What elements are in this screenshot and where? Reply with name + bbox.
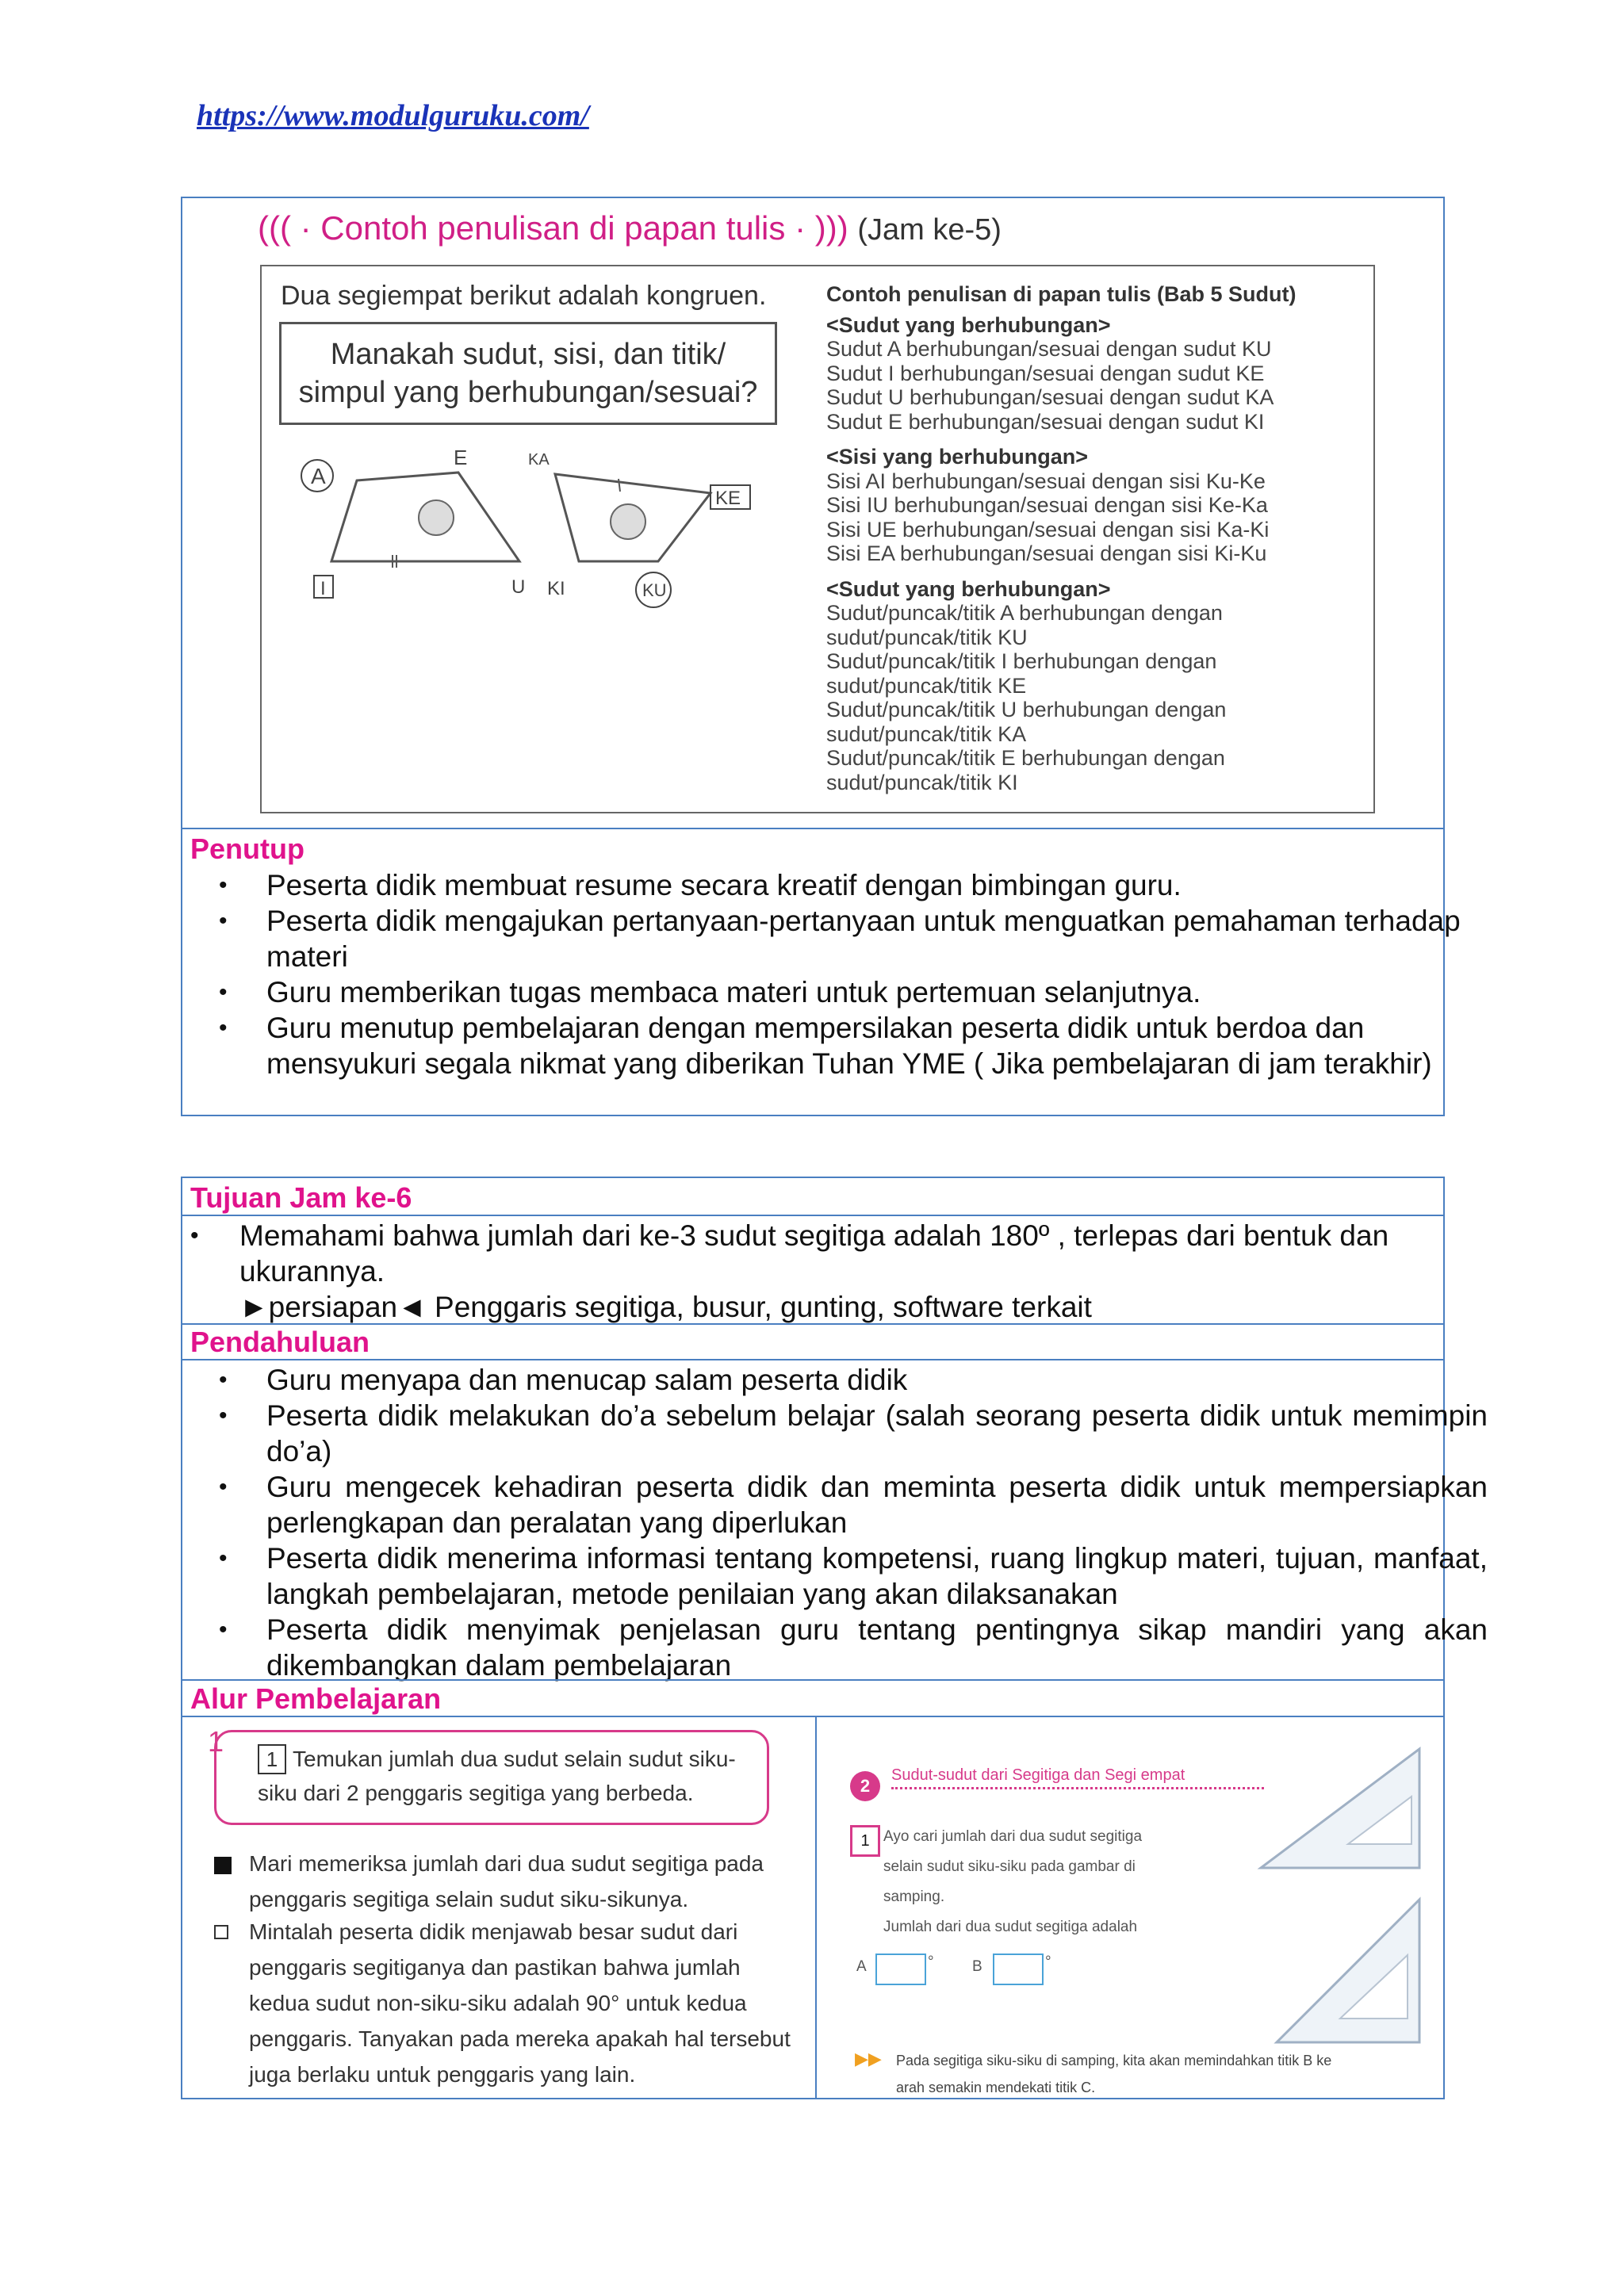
list-item: • Guru mengecek kehadiran peserta didik dan meminta peserta didik untuk mempersiapkan perlengkapan dan peralatan yang diperlukan (266, 1469, 1488, 1540)
task-box: 1 Temukan jumlah dua sudut selain sudut siku-siku dari 2 penggaris segitiga yang berbeda. (214, 1730, 769, 1825)
quadrilateral-diagram (285, 442, 777, 617)
tujuan-item: • Memahami bahwa jumlah dari ke-3 sudut segitiga adalah 180º , terlepas dari bentuk dan ukurannya. ►persiapan◄ Penggaris segitiga, busur, gunting, software terkait (190, 1219, 1389, 1323)
list-item: • Guru menutup pembelajaran dengan mempersilakan peserta didik untuk berdoa dan mensyukuri segala nikmat yang diberikan Tuhan YME ( Jika pembelajaran di jam terakhir) (266, 1010, 1488, 1081)
label-U: U (511, 576, 526, 598)
list-item: • Peserta didik mengajukan pertanyaan-pertanyaan untuk menguatkan pemahaman terhadap materi (266, 903, 1488, 974)
degree-b: ° (1045, 1954, 1051, 1970)
jam6-box (181, 1177, 1488, 2099)
pendahuluan-list (190, 1362, 1488, 1683)
label-KE: KE (715, 488, 741, 509)
alur-heading: Alur Pembelajaran (190, 1682, 442, 1715)
penutup-heading: Penutup (190, 832, 304, 865)
task-number: 1 (208, 1725, 224, 1758)
list-item: • Guru menyapa dan menucap salam peserta didik (266, 1362, 1488, 1398)
empty-square-icon (214, 1925, 228, 1939)
answer-b-input[interactable] (993, 1954, 1044, 1985)
label-KA: KA (528, 451, 550, 469)
list-item: • Peserta didik membuat resume secara kreatif dengan bimbingan guru. (266, 867, 1488, 903)
task-box-number: 1 (258, 1744, 286, 1774)
header-url-link[interactable]: https://www.modulguruku.com/ (197, 99, 589, 132)
note-1: Mari memeriksa jumlah dari dua sudut segitiga pada penggaris segitiga selain sudut siku-sikunya. (249, 1851, 764, 1911)
set-square-illustration (1245, 1741, 1435, 2058)
pendahuluan-heading: Pendahuluan (190, 1326, 370, 1358)
list-item: • Peserta didik menerima informasi tentang kompetensi, ruang lingkup materi, tujuan, manfaat, langkah pembelajaran, metode penilaian yang akan dilaksanakan (266, 1540, 1488, 1612)
section-badge: 2 (850, 1771, 880, 1801)
answer-b-label: B (972, 1958, 982, 1975)
board-right-column: Contoh penulisan di papan tulis (Bab 5 Sudut) <Sudut yang berhubungan> Sudut A berhubungan/sesuai dengan sudut KU Sudut I berhubungan/sesuai dengan sudut KE Sudut U berhubungan/sesuai dengan sudut KA Sudut E berhubungan/sesuai dengan sudut KI <Sisi yang berhubungan> Sisi AI berhubungan/sesuai dengan sisi Ku-Ke Sisi IU berhubungan/sesuai dengan sisi Ke-Ka Sisi UE berhubungan/sesuai dengan sisi Ka-Ki Sisi EA berhubungan/sesuai dengan sisi Ki-Ku <Sudut yang berhubungan> Sudut/puncak/titik A berhubungan dengan sudut/puncak/titik KU Sudut/puncak/titik I berhubungan dengan sudut/puncak/titik KE Sudut/puncak/titik U berhubungan dengan sudut/puncak/titik KA Sudut/puncak/titik E berhubungan dengan sudut/puncak/titik KI (826, 282, 1297, 794)
arrow-icon: ▶▶ (855, 2049, 882, 2068)
sound-right-icon: · ))) (795, 209, 848, 247)
penutup-list (190, 867, 1488, 1081)
sound-left-icon: ((( · (258, 209, 312, 247)
footnote: Pada segitiga siku-siku di samping, kita akan memindahkan titik B ke arah semakin mendekati titik C. (896, 2053, 1332, 2095)
board-and-closing-box (181, 197, 1461, 1116)
label-A: A (311, 464, 326, 488)
answer-a-input[interactable] (875, 1954, 926, 1985)
note-2: Mintalah peserta didik menjawab besar sudut dari penggaris segitiganya dan pastikan bahwa jumlah kedua sudut non-siku-siku adalah 90° untuk kedua penggaris. Tanyakan pada mereka apakah hal tersebut juga berlaku untuk penggaris yang lain. (249, 1919, 791, 2087)
label-I: I (320, 578, 326, 599)
board-left-title: Dua segiempat berikut adalah kongruen. (281, 281, 767, 311)
degree-a: ° (928, 1954, 934, 1970)
black-square-icon (214, 1857, 232, 1874)
list-item: • Peserta didik melakukan do’a sebelum belajar (salah seorang peserta didik untuk memimpin do’a) (266, 1398, 1488, 1469)
board-figure (260, 265, 1375, 813)
label-KI: KI (547, 578, 565, 599)
answer-a-label: A (856, 1958, 867, 1975)
right-task-number: 1 (850, 1825, 880, 1857)
alur-left-panel (182, 1717, 815, 2098)
right-task-text: Ayo cari jumlah dari dua sudut segitiga selain sudut siku-siku pada gambar di samping. Jumlah dari dua sudut segitiga adalah (883, 1828, 1143, 1935)
label-E: E (454, 446, 468, 469)
board-question-box: Manakah sudut, sisi, dan titik/ simpul yang berhubungan/sesuai? (279, 322, 777, 425)
section-title: Sudut-sudut dari Segitiga dan Segi empat (891, 1766, 1185, 1784)
alur-right-panel (815, 1717, 1443, 2098)
alur-content (182, 1717, 1443, 2098)
section-title-underline (891, 1787, 1264, 1789)
board-title: ((( · Contoh penulisan di papan tulis · ))) (Jam ke-5) (258, 209, 1002, 247)
bullet-icon: • (190, 1223, 199, 1249)
list-item: • Guru memberikan tugas membaca materi untuk pertemuan selanjutnya. (266, 974, 1488, 1010)
list-item: • Peserta didik menyimak penjelasan guru tentang pentingnya sikap mandiri yang akan dikembangkan dalam pembelajaran (266, 1612, 1488, 1683)
label-KU: KU (642, 580, 667, 600)
tujuan-heading: Tujuan Jam ke-6 (190, 1181, 412, 1214)
